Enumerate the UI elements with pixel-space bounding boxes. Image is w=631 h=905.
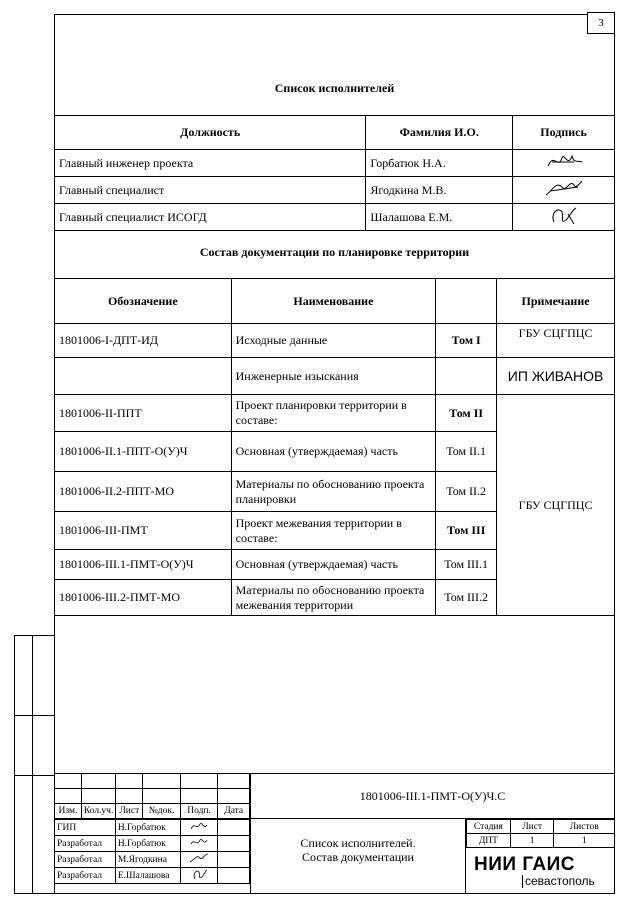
signature-cell [180, 836, 218, 852]
signature-cell [180, 820, 218, 836]
logo-main-text: НИИ ГАИС [474, 854, 575, 875]
title-cell: Основная (утверждаемая) часть [231, 432, 436, 472]
signature-cell [513, 204, 615, 231]
title-cell: Основная (утверждаемая) часть [231, 550, 436, 580]
margin-divider [14, 715, 54, 716]
table-row [55, 868, 250, 884]
doc-title-line-1: Список исполнителей. [300, 836, 416, 850]
signature-cell [513, 150, 615, 177]
role-cell: Разработал [55, 852, 116, 868]
note-cell: ИП ЖИВАНОВ [497, 358, 615, 395]
sheets-label: Листов [554, 820, 615, 834]
page-number: 3 [587, 12, 615, 34]
sheet-value: 1 [510, 834, 554, 848]
note-cell: ГБУ СЦГПЦС [497, 324, 615, 358]
title-cell: Материалы по обоснованию проекта планировки [231, 472, 436, 512]
note-cell: ГБУ СЦГПЦС [497, 395, 615, 616]
header-position: Должность [55, 116, 366, 150]
header-name: Фамилия И.О. [366, 116, 513, 150]
table-row [55, 324, 615, 358]
signature-image [544, 204, 584, 226]
header-volume [436, 279, 497, 324]
title-cell: Инженерные изыскания [231, 358, 436, 395]
volume-cell: Том II.2 [436, 472, 497, 512]
person-name: Н.Горбатюк [115, 820, 180, 836]
col-label: Подп. [180, 804, 218, 819]
doc-title-line-2: Состав документации [302, 850, 414, 864]
signature-image [189, 852, 209, 864]
role-cell: ГИП [55, 820, 116, 836]
title-cell: Проект межевания территории в составе: [231, 512, 436, 550]
signature-image [544, 177, 584, 199]
col-label: №док. [143, 804, 181, 819]
stage-table [466, 819, 615, 848]
person-name: М.Ягодкина [115, 852, 180, 868]
name-cell: Шалашова Е.М. [366, 204, 513, 231]
table-row [55, 204, 615, 231]
col-label: Дата [218, 804, 250, 819]
title-cell: Проект планировки территории в составе: [231, 395, 436, 432]
margin-divider [32, 635, 33, 894]
code-cell: 1801006-II.2-ППТ-МО [55, 472, 232, 512]
margin-divider [14, 775, 54, 776]
signature-image [189, 836, 209, 848]
position-cell: Главный специалист [55, 177, 366, 204]
col-label: Лист [116, 804, 143, 819]
volume-cell [436, 358, 497, 395]
table-row [55, 177, 615, 204]
person-name: Н.Горбатюк [115, 836, 180, 852]
stamp-grid [54, 773, 250, 819]
table-row [55, 820, 250, 836]
title-cell: Материалы по обоснованию проекта межевания территории [231, 580, 436, 616]
role-cell: Разработал [55, 868, 116, 884]
volume-cell: Том III.2 [436, 580, 497, 616]
header-code: Обозначение [55, 279, 232, 324]
sheet-label: Лист [510, 820, 554, 834]
code-cell: 1801006-II.1-ППТ-О(У)Ч [55, 432, 232, 472]
code-cell: 1801006-III-ПМТ [55, 512, 232, 550]
role-cell: Разработал [55, 836, 116, 852]
signature-cell [180, 868, 218, 884]
executors-table [54, 115, 615, 231]
executors-title: Список исполнителей [274, 81, 395, 95]
doc-code: 1801006-III.1-ПМТ-О(У)Ч.С [359, 789, 506, 803]
docs-table [54, 278, 615, 616]
col-label: Изм. [55, 804, 82, 819]
header-signature: Подпись [513, 116, 615, 150]
stage-label: Стадия [467, 820, 511, 834]
signature-image [189, 868, 209, 880]
code-cell: 1801006-I-ДПТ-ИД [55, 324, 232, 358]
sheets-value: 1 [554, 834, 615, 848]
code-cell: 1801006-II-ППТ [55, 395, 232, 432]
position-cell: Главный специалист ИСОГД [55, 204, 366, 231]
volume-cell: Том II.1 [436, 432, 497, 472]
logo-sub-text: севастополь [522, 875, 614, 888]
signature-image [544, 150, 584, 172]
title-cell: Исходные данные [231, 324, 436, 358]
docs-title: Состав документации по планировке территории [199, 245, 470, 259]
stamp-people [54, 819, 250, 884]
table-row [55, 150, 615, 177]
table-row [55, 852, 250, 868]
table-row [55, 836, 250, 852]
code-cell: 1801006-III.2-ПМТ-МО [55, 580, 232, 616]
margin-strip [14, 635, 54, 894]
name-cell: Горбатюк Н.А. [366, 150, 513, 177]
header-note: Примечание [497, 279, 615, 324]
volume-cell: Том III [436, 512, 497, 550]
col-label: Кол.уч. [81, 804, 116, 819]
table-row [55, 395, 615, 432]
signature-image [189, 820, 209, 832]
code-cell [55, 358, 232, 395]
volume-cell: Том II [436, 395, 497, 432]
name-cell: Ягодкина М.В. [366, 177, 513, 204]
volume-cell: Том III.1 [436, 550, 497, 580]
table-row [55, 358, 615, 395]
code-cell: 1801006-III.1-ПМТ-О(У)Ч [55, 550, 232, 580]
person-name: Е.Шалашова [115, 868, 180, 884]
company-logo [474, 855, 614, 891]
volume-cell: Том I [436, 324, 497, 358]
stage-value: ДПТ [467, 834, 511, 848]
header-title: Наименование [231, 279, 436, 324]
signature-cell [513, 177, 615, 204]
signature-cell [180, 852, 218, 868]
position-cell: Главный инженер проекта [55, 150, 366, 177]
